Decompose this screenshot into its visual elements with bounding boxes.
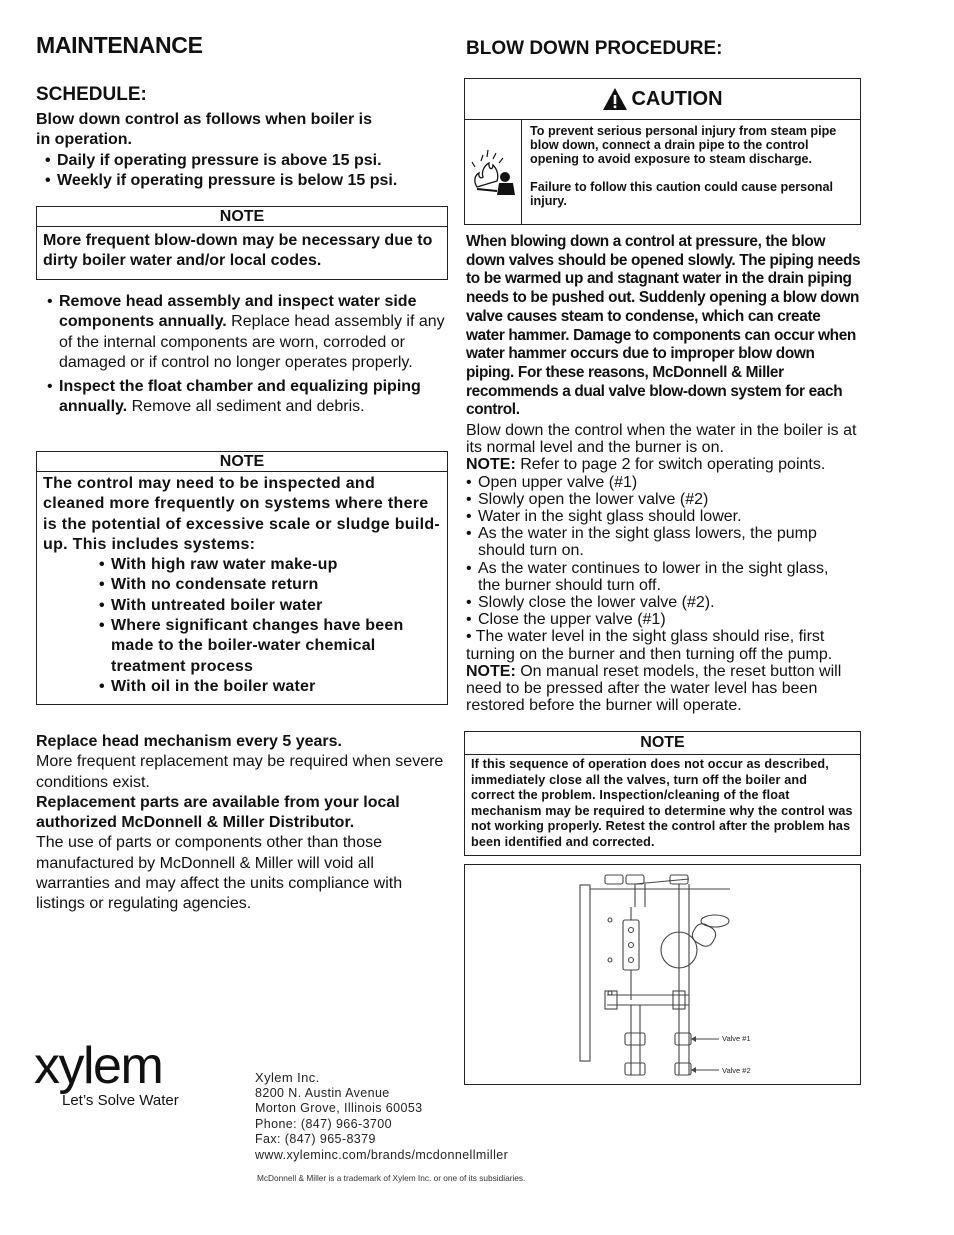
schedule-intro-line-1: Blow down control as follows when boiler is — [36, 111, 373, 128]
systems-item: • With no condensate return — [99, 575, 439, 595]
list-item-bold: Remove head assembly and inspect water side components annually. — [59, 293, 417, 331]
logo-wordmark: xylem — [34, 1037, 163, 1095]
website-link[interactable]: www.xyleminc.com/brands/mcdonnellmiller — [255, 1147, 509, 1162]
note-text: On manual reset models, the reset button will need to be pressed after the water level has been restored before the burner will operate. — [466, 662, 842, 715]
list-item-text: Remove all sediment and debris. — [127, 398, 365, 416]
address-line-1: 8200 N. Austin Avenue — [255, 1085, 390, 1100]
inspection-list — [45, 292, 445, 418]
schedule-heading: SCHEDULE: — [36, 84, 147, 105]
warning-triangle-icon — [602, 87, 628, 111]
page-title: MAINTENANCE — [36, 32, 203, 58]
caution-body — [465, 120, 860, 225]
procedure-steps — [466, 474, 862, 629]
schedule-intro-line-2: in operation. — [36, 131, 132, 149]
replacement-section — [36, 732, 448, 915]
caution-text-1: To prevent serious personal injury from steam pipe blow down, connect a drain pipe to the control opening to avoid exposure to steam discharge. — [530, 124, 837, 167]
blow-down-piping-diagram — [464, 864, 861, 1085]
note-text: More frequent blow-down may be necessary due to dirty boiler water and/or local codes. — [43, 232, 433, 270]
caution-text-2: Failure to follow this caution could cause personal injury. — [530, 180, 833, 209]
systems-item: • Where significant changes have been made to the boiler-water chemical treatment process — [99, 616, 439, 677]
systems-item: • With untreated boiler water — [99, 596, 439, 616]
procedure-step: • Close the upper valve (#1) — [466, 611, 832, 628]
procedure-step: • Water in the sight glass should lower. — [466, 508, 832, 525]
valve-2-label: Valve #2 — [722, 1066, 751, 1075]
note-box-sequence — [464, 731, 861, 856]
replace-heading: Replace head mechanism every 5 years. — [36, 733, 342, 750]
schedule-list — [45, 151, 446, 192]
procedure-final-step: • The water level in the sight glass should rise, first turning on the burner and then turning off the pump. — [466, 628, 833, 663]
note-text: If this sequence of operation does not occur as described, immediately close all the valves, turn off the boiler and correct the problem. Inspection/cleaning of the float mechanism may be required to determine why the control was not working properly. Retest the control after the problem has been identified and corrected. — [471, 757, 853, 849]
steam-hazard-cell — [465, 120, 522, 225]
procedure-step: • As the water continues to lower in the sight glass, the burner should turn off. — [466, 560, 832, 594]
parts-text: The use of parts or components other than those manufactured by McDonnell & Miller will void all warranties and may affect the units compliance with listings or regulating agencies. — [36, 834, 403, 913]
procedure-step: • Open upper valve (#1) — [466, 474, 832, 491]
caution-heading: CAUTION — [631, 87, 723, 110]
schedule-item: • Weekly if operating pressure is below 15 psi. — [45, 171, 446, 191]
note-label: NOTE: — [466, 456, 516, 474]
systems-item: • With oil in the boiler water — [99, 677, 439, 697]
blow-down-title: BLOW DOWN PROCEDURE: — [466, 38, 723, 59]
valve-1-label: Valve #1 — [722, 1034, 751, 1043]
note-label: NOTE: — [466, 662, 516, 680]
schedule-item: • Daily if operating pressure is above 15 psi. — [45, 151, 446, 171]
replace-text: More frequent replacement may be required when severe conditions exist. — [36, 753, 444, 791]
note-heading: NOTE — [37, 207, 447, 227]
procedure-section — [466, 422, 862, 714]
steam-burn-hazard-icon — [469, 147, 517, 199]
xylem-logo — [34, 1038, 179, 1109]
note-heading: NOTE — [465, 732, 860, 755]
note-box-inspection — [36, 451, 448, 705]
reset-note — [466, 663, 862, 715]
procedure-note — [466, 456, 862, 473]
list-item — [47, 292, 445, 373]
list-item-text: Replace head assembly if any of the internal components are worn, corroded or damaged or if control no longer operates properly. — [59, 313, 445, 371]
procedure-step: • Slowly close the lower valve (#2). — [466, 594, 832, 611]
systems-list — [99, 555, 439, 697]
list-item-bold: Inspect the float chamber and equalizing piping annually. — [59, 378, 421, 416]
schedule-intro — [36, 110, 446, 191]
piping-diagram-svg — [465, 865, 860, 1084]
list-item — [47, 377, 445, 418]
company-name: Xylem Inc. — [255, 1070, 320, 1085]
blow-down-warning-paragraph: When blowing down a control at pressure, the blow down valves should be opened slowly. The piping needs to be warmed up and stagnant water in the drain piping needs to be pushed out. Suddenly opening a blow down valve causes steam to condense, which can create water hammer. Damage to components can occur when water hammer occurs due to improper blow down piping. For these reasons, McDonnell & Miller recommends a dual valve blow-down system for each control. — [466, 233, 861, 419]
systems-item: • With high raw water make-up — [99, 555, 439, 575]
note-text: The control may need to be inspected and cleaned more frequently on systems where there is the potential of excessive scale or sludge build-up. This includes systems: — [43, 475, 441, 553]
company-address-block — [255, 1070, 508, 1164]
note-heading: NOTE — [37, 452, 447, 472]
procedure-step: • As the water in the sight glass lowers, the pump should turn on. — [466, 525, 832, 559]
note-box-frequency — [36, 206, 448, 280]
address-line-2: Morton Grove, Illinois 60053 — [255, 1101, 423, 1116]
caution-header — [465, 79, 860, 120]
logo-tagline: Let’s Solve Water — [62, 1092, 179, 1109]
procedure-intro: Blow down the control when the water in the boiler is at its normal level and the burner is on. — [466, 422, 857, 457]
fax: Fax: (847) 965-8379 — [255, 1132, 376, 1147]
phone: Phone: (847) 966-3700 — [255, 1116, 392, 1131]
parts-heading: Replacement parts are available from your local authorized McDonnell & Miller Distributor. — [36, 793, 400, 832]
boiler-wall — [580, 885, 590, 1061]
trademark-notice: McDonnell & Miller is a trademark of Xylem Inc. or one of its subsidiaries. — [257, 1173, 526, 1183]
caution-box — [464, 78, 861, 225]
procedure-step: • Slowly open the lower valve (#2) — [466, 491, 832, 508]
caution-text — [522, 120, 860, 225]
note-text: Refer to page 2 for switch operating points. — [515, 456, 826, 474]
